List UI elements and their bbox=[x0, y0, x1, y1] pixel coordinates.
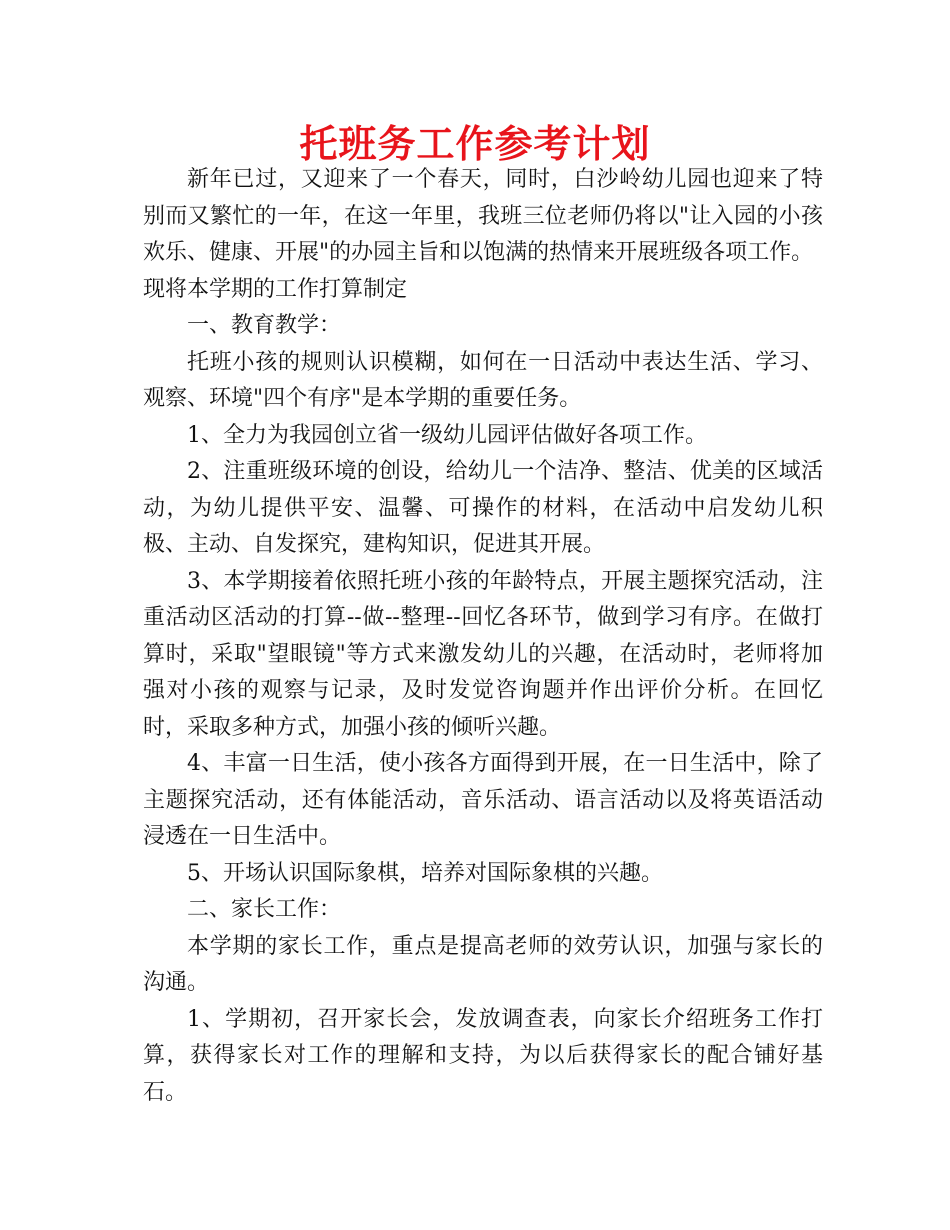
paragraph-parents-overview: 本学期的家长工作，重点是提高老师的效劳认识，加强与家长的沟通。 bbox=[143, 933, 823, 995]
list-item-3: 3、本学期接着依照托班小孩的年龄特点，开展主题探究活动，注重活动区活动的打算--做--整理--回忆各环节，做到学习有序。在做打算时，采取"望眼镜"等方式来激发幼儿的兴趣，在活动时，老师将加强对小孩的观察与记录，及时发觉咨询题并作出评价分析。在回忆时，采取多种方式，加强小孩的倾听兴趣。 bbox=[143, 568, 823, 740]
section-heading-parents: 二、家长工作： bbox=[187, 897, 342, 922]
page-title: 托班务工作参考计划 bbox=[299, 122, 651, 166]
section-heading-teaching: 一、教育教学： bbox=[187, 313, 342, 338]
paragraph-teaching-overview: 托班小孩的规则认识模糊，如何在一日活动中表达生活、学习、观察、环境"四个有序"是本学期的重要任务。 bbox=[143, 349, 823, 411]
list-item-1: 1、全力为我园创立省一级幼儿园评估做好各项工作。 bbox=[187, 422, 707, 448]
list-item-5: 5、开场认识国际象棋，培养对国际象棋的兴趣。 bbox=[187, 860, 663, 886]
list-item-2: 2、注重班级环境的创设，给幼儿一个洁净、整洁、优美的区域活动，为幼儿提供平安、温馨、可操作的材料，在活动中启发幼儿积极、主动、自发探究，建构知识，促进其开展。 bbox=[143, 459, 823, 557]
parents-list-item-1: 1、学期初，召开家长会，发放调查表，向家长介绍班务工作打算，获得家长对工作的理解和支持，为以后获得家长的配合铺好基石。 bbox=[143, 1006, 823, 1105]
document-body bbox=[143, 162, 823, 1111]
paragraph-plan-statement: 现将本学期的工作打算制定 bbox=[143, 276, 408, 302]
list-item-4: 4、丰富一日生活，使小孩各方面得到开展，在一日生活中，除了主题探究活动，还有体能活动，音乐活动、语言活动以及将英语活动浸透在一日生活中。 bbox=[143, 751, 823, 849]
paragraph-intro: 新年已过，又迎来了一个春天，同时，白沙岭幼儿园也迎来了特别而又繁忙的一年，在这一年里，我班三位老师仍将以"让入园的小孩欢乐、健康、开展"的办园主旨和以饱满的热情来开展班级各项工作。 bbox=[143, 167, 823, 265]
